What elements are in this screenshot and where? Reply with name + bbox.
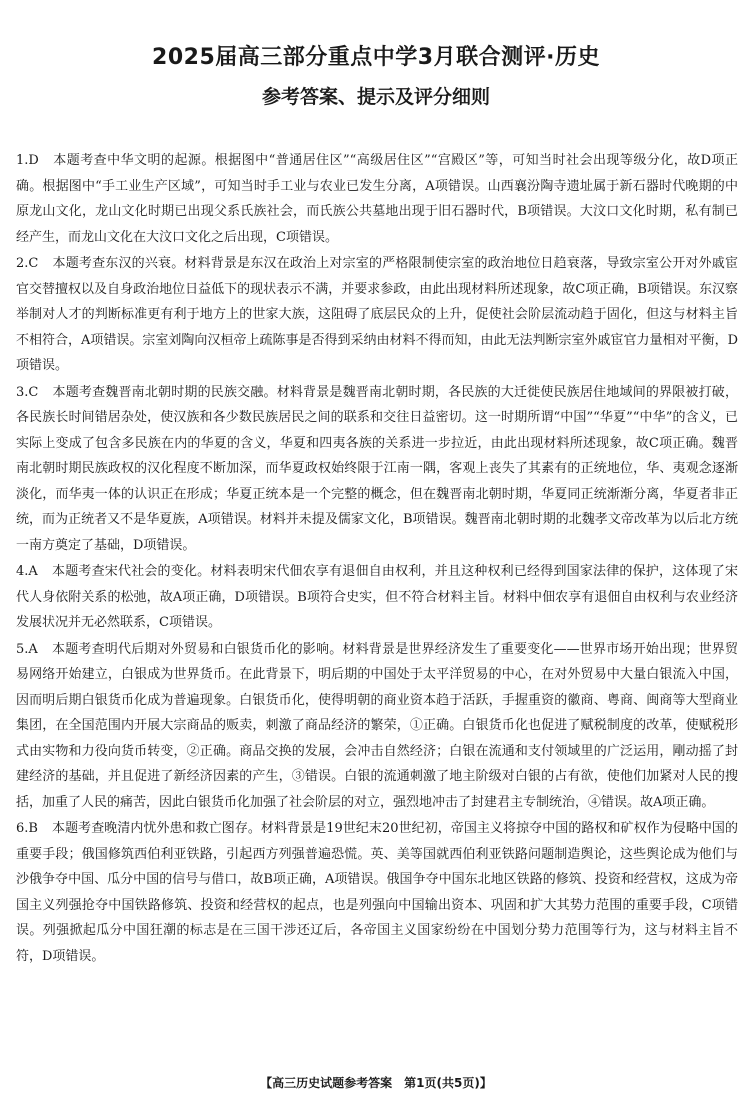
answer-item-4 bbox=[16, 559, 738, 636]
answer-item-6 bbox=[16, 816, 738, 969]
answer-item-1 bbox=[16, 148, 738, 250]
answer-explanation: 本题考查东汉的兴衰。材料背景是东汉在政治上对宗室的严格限制使宗室的政治地位日趋衰落，导致宗室公开对外戚宦官交替擅权以及自身政治地位日益低下的现状表示不满，并要求参政，由此出现材料所述现象，故C项正确，B项错误。东汉察举制对人才的判断标准更有利于地方上的世家大族，这阻碍了底层民众的上升，促使社会阶层流动趋于固化，但这与材料主旨不相符合，A项错误。宗室刘陶向汉桓帝上疏陈事是否得到采纳由材料不得而知，由此无法判断宗室外戚宦官力量相对平衡，D项错误。 bbox=[16, 256, 738, 373]
question-number: 3. bbox=[16, 384, 29, 400]
answer-item-3 bbox=[16, 380, 738, 559]
answer-explanation: 本题考查中华文明的起源。根据图中“普通居住区”“高级居住区”“宫殿区”等，可知当时社会出现等级分化，故D项正确。根据图中“手工业生产区域”，可知当时手工业与农业已发生分离，A项错误。山西襄汾陶寺遗址属于新石器时代晚期的中原龙山文化，龙山文化时期已出现父系氏族社会，而氏族公共墓地出现于旧石器时代，B项错误。大汶口文化时期，私有制已经产生，而龙山文化在大汶口文化之后出现，C项错误。 bbox=[16, 153, 738, 245]
answer-explanation: 本题考查宋代社会的变化。材料表明宋代佃农享有退佃自由权利，并且这种权利已经得到国家法律的保护，这体现了宋代人身依附关系的松弛，故A项正确，D项错误。B项符合史实，但不符合材料主旨。材料中佃农享有退佃自由权利与农业经济发展状况并无必然联系，C项错误。 bbox=[16, 564, 738, 630]
answer-explanation: 本题考查魏晋南北朝时期的民族交融。材料背景是魏晋南北朝时期，各民族的大迁徙使民族居住地域间的界限被打破，各民族长时间错居杂处，使汉族和各少数民族居民之间的联系和交往日益密切。这一时期所谓“中国”“华夏”“中华”的含义，已实际上变成了包含多民族在内的华夏的含义，华夏和四夷各族的关系进一步拉近，由此出现材料所述现象，故C项正确。魏晋南北朝时期民族政权的汉化程度不断加深，而华夏政权始终限于江南一隅，客观上丧失了其素有的正统地位，华、夷观念逐渐淡化，而华夷一体的认识正在形成；华夏正统本是一个完整的概念，但在魏晋南北朝时期，华夏同正统渐渐分离，华夏者非正统，而为正统者又不是华夏族，A项错误。材料并未提及儒家文化，B项错误。魏晋南北朝时期的北魏孝文帝改革为以后北方统一南方奠定了基础，D项错误。 bbox=[16, 384, 738, 553]
question-number: 1. bbox=[16, 153, 29, 168]
answer-letter: C bbox=[28, 256, 39, 271]
answer-letter: B bbox=[28, 821, 38, 836]
answer-item-5 bbox=[16, 637, 738, 816]
answer-letter: A bbox=[28, 564, 38, 579]
answer-letter: A bbox=[28, 641, 38, 657]
answer-explanation: 本题考查明代后期对外贸易和白银货币化的影响。材料背景是世界经济发生了重要变化——世界市场开始出现；世界贸易网络开始建立，白银成为世界货币。在此背景下，明后期的中国处于太平洋贸易的中心，在对外贸易中大量白银流入中国，因而明后期白银货币化成为普遍现象。白银货币化，使得明朝的商业资本趋于活跃，手握重资的徽商、粤商、闽商等大型商业集团，在全国范围内开展大宗商品的贩卖，刺激了商品经济的繁荣，①正确。白银货币化也促进了赋税制度的改革，使赋税形式由实物和力役向货币转变，②正确。商品交换的发展，会冲击自然经济；白银在流通和支付领域里的广泛运用，剛动摇了封建经济的基础，并且促进了新经济因素的产生，③错误。白银的流通刺激了地主阶级对白银的占有欲，使他们加紧对人民的搜括，加重了人民的痛苦，因此白银货币化加强了社会阶层的对立，强烈地冲击了封建君主专制统治，④错误。故A项正确。 bbox=[16, 641, 738, 810]
page-footer: 【高三历史试题参考答案 第1页(共5页)】 bbox=[260, 1076, 492, 1090]
answer-letter: D bbox=[28, 153, 39, 168]
answers-body bbox=[16, 148, 738, 970]
answer-item-2 bbox=[16, 251, 738, 379]
question-number: 6. bbox=[16, 821, 29, 836]
question-number: 2. bbox=[16, 256, 29, 271]
page-subtitle: 参考答案、提示及评分细则 bbox=[261, 86, 490, 108]
answer-explanation: 本题考查晚清内忧外患和救亡图存。材料背景是19世纪末20世纪初，帝国主义将掠夺中国的路权和矿权作为侵略中国的重要手段；俄国修筑西伯利亚铁路，引起西方列强普遍恐慌。英、美等国就西伯利亚铁路问题制造舆论，这些舆论成为他们与沙俄争夺中国、瓜分中国的信号与借口，故B项正确，A项错误。俄国争夺中国东北地区铁路的修筑、投资和经营权，这成为帝国主义列强抢夺中国铁路修筑、投资和经营权的起点，也是列强向中国输出资本、巩固和扩大其势力范围的重要手段，C项错误。列强掀起瓜分中国狂潮的标志是在三国干涉还辽后，各帝国主义国家纷纷在中国划分势力范围等行为，这与材料主旨不符，D项错误。 bbox=[16, 821, 738, 964]
answer-letter: C bbox=[28, 384, 39, 400]
question-number: 5. bbox=[16, 641, 29, 657]
page-title: 2025届高三部分重点中学3月联合测评·历史 bbox=[152, 45, 600, 70]
question-number: 4. bbox=[16, 564, 29, 579]
